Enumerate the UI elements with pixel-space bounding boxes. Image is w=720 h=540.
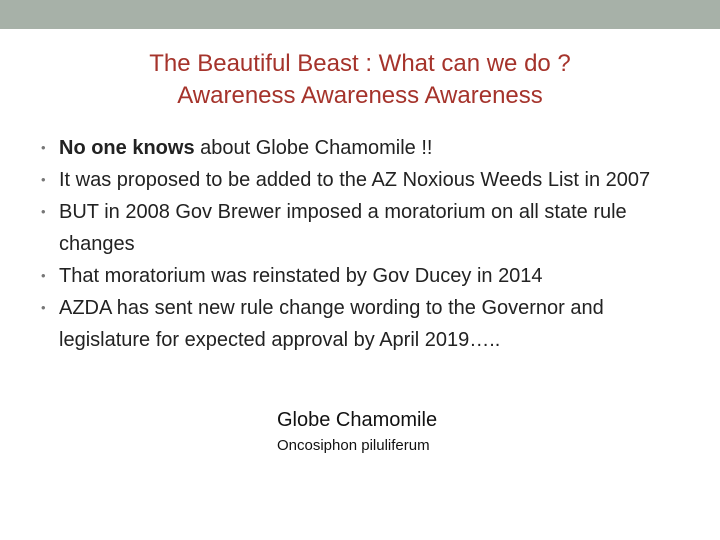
bullet-icon: •: [41, 172, 46, 187]
bullet-bold-text: No one knows: [59, 137, 195, 159]
bullet-icon: •: [41, 300, 46, 315]
bullet-icon: •: [41, 268, 46, 283]
bullet-text: BUT in 2008 Gov Brewer imposed a moratorium on all state rule changes: [59, 201, 627, 255]
top-bar: [0, 0, 720, 29]
bullet-icon: •: [41, 204, 46, 219]
bullet-text: That moratorium was reinstated by Gov Ducey in 2014: [59, 265, 543, 287]
bullet-item: [40, 164, 690, 196]
caption-scientific-name: Oncosiphon piluliferum: [277, 437, 430, 454]
bullet-item: [40, 132, 690, 164]
plant-caption: [277, 406, 437, 456]
title-line-1: The Beautiful Beast : What can we do ?: [149, 50, 571, 77]
bullet-text: It was proposed to be added to the AZ Noxious Weeds List in 2007: [59, 169, 651, 191]
bullet-list: [40, 132, 690, 356]
slide-title: [0, 48, 720, 112]
caption-common-name: Globe Chamomile: [277, 409, 438, 431]
bullet-item: [40, 196, 690, 260]
bullet-item: [40, 292, 690, 356]
bullet-item: [40, 260, 690, 292]
bullet-icon: •: [41, 140, 46, 155]
title-line-2: Awareness Awareness Awareness: [177, 82, 543, 109]
bullet-text: about Globe Chamomile !!: [194, 137, 433, 159]
bullet-text: AZDA has sent new rule change wording to the Governor and legislature for expected approval by April 2019…..: [59, 297, 604, 351]
